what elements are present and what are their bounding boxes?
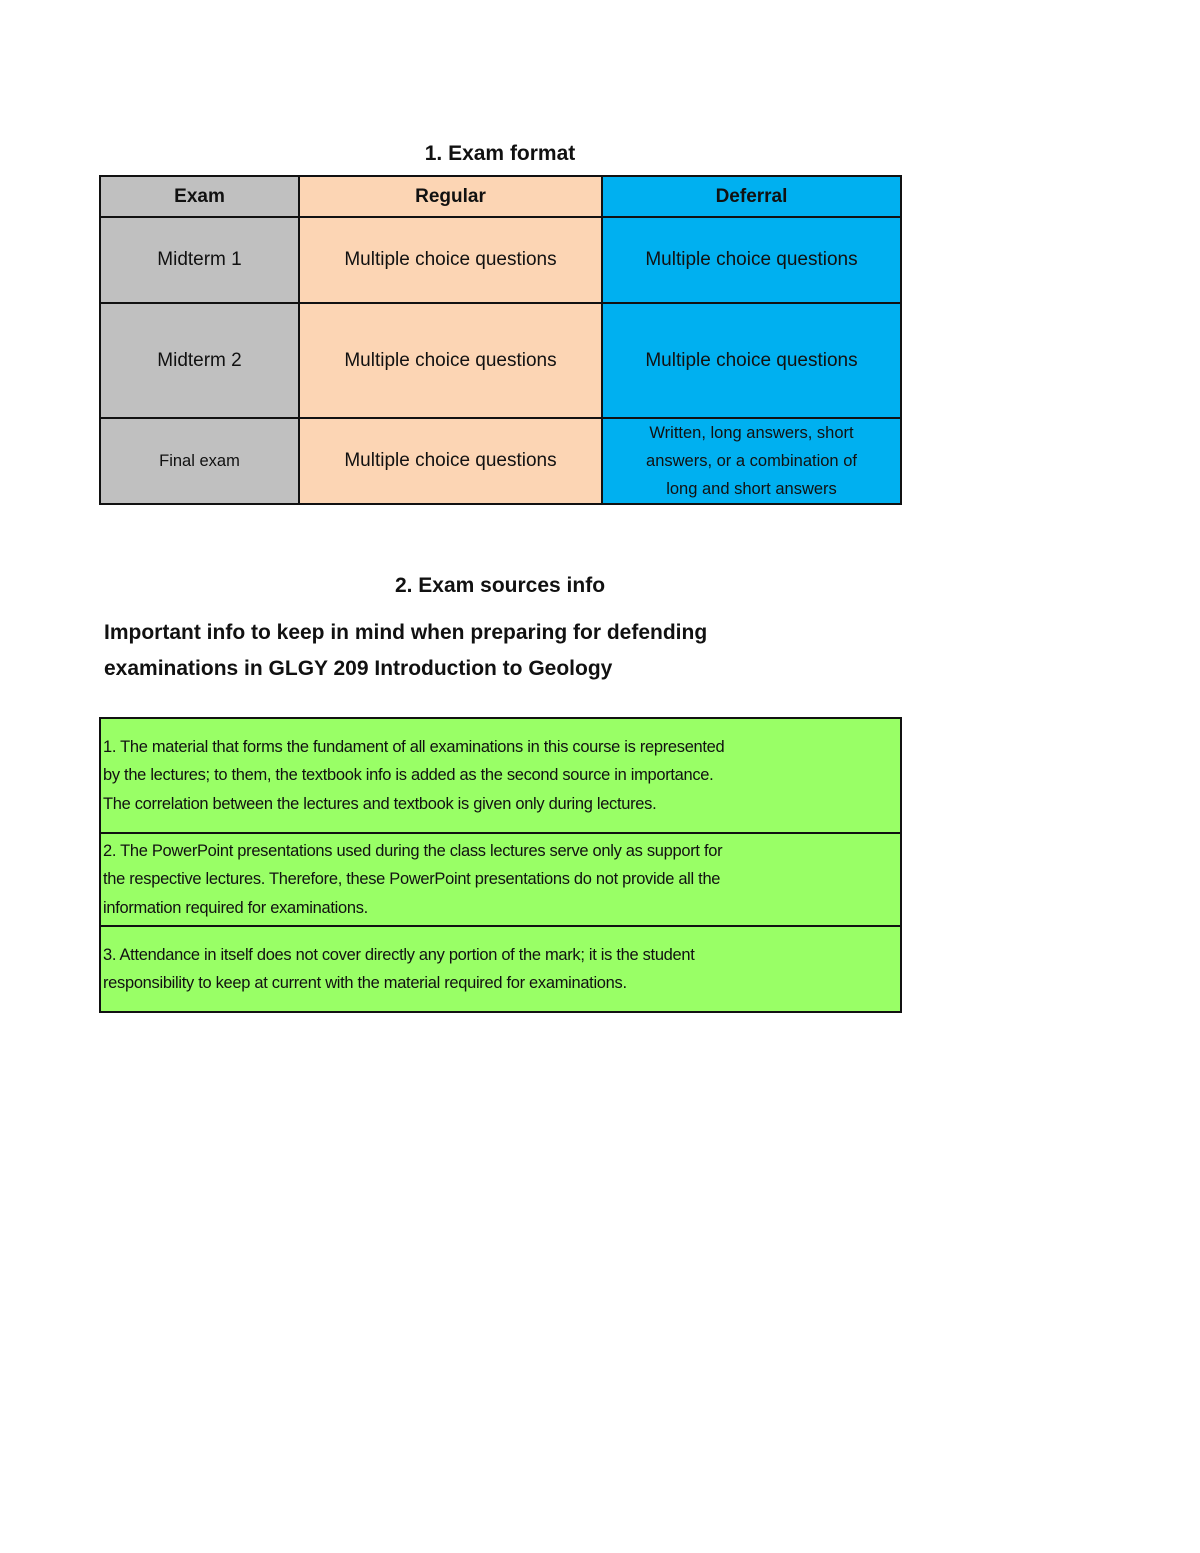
deferral-cell: Multiple choice questions <box>602 217 901 303</box>
exam-cell: Final exam <box>100 418 299 504</box>
info-line: by the lectures; to them, the textbook info is added as the second source in importance. <box>103 766 714 785</box>
info-line: 2. The PowerPoint presentations used during the class lectures serve only as support for <box>103 841 723 860</box>
intro-line: Important info to keep in mind when preparing for defending <box>104 621 708 644</box>
header-deferral: Deferral <box>602 176 901 217</box>
info-item-2 <box>101 832 900 925</box>
section-2-title: 2. Exam sources info <box>394 574 606 597</box>
intro-heading <box>104 615 707 687</box>
table-row <box>100 217 901 303</box>
deferral-line: long and short answers <box>666 480 837 498</box>
table-header-row <box>100 176 901 217</box>
table-row <box>100 418 901 504</box>
header-exam: Exam <box>100 176 299 217</box>
deferral-cell <box>602 418 901 504</box>
info-line: 1. The material that forms the fundament of all examinations in this course is represented <box>103 737 725 756</box>
info-line: 3. Attendance in itself does not cover directly any portion of the mark; it is the student <box>103 945 695 964</box>
deferral-line: answers, or a combination of <box>646 452 857 470</box>
regular-cell: Multiple choice questions <box>299 418 602 504</box>
intro-line: examinations in GLGY 209 Introduction to Geology <box>104 657 613 680</box>
section-1-title: 1. Exam format <box>424 142 576 165</box>
exam-cell: Midterm 1 <box>100 217 299 303</box>
info-item-1 <box>101 719 900 832</box>
info-line: The correlation between the lectures and textbook is given only during lectures. <box>103 794 657 813</box>
info-line: the respective lectures. Therefore, these PowerPoint presentations do not provide all the <box>103 870 721 889</box>
info-item-3 <box>101 925 900 1011</box>
info-line: responsibility to keep at current with the material required for examinations. <box>103 974 627 992</box>
regular-cell: Multiple choice questions <box>299 217 602 303</box>
deferral-cell: Multiple choice questions <box>602 303 901 418</box>
info-line: information required for examinations. <box>103 898 368 917</box>
exam-format-table <box>99 175 902 505</box>
table-row <box>100 303 901 418</box>
regular-cell: Multiple choice questions <box>299 303 602 418</box>
deferral-line: Written, long answers, short <box>649 424 854 442</box>
header-regular: Regular <box>299 176 602 217</box>
exam-cell: Midterm 2 <box>100 303 299 418</box>
sources-info-box <box>99 717 902 1013</box>
